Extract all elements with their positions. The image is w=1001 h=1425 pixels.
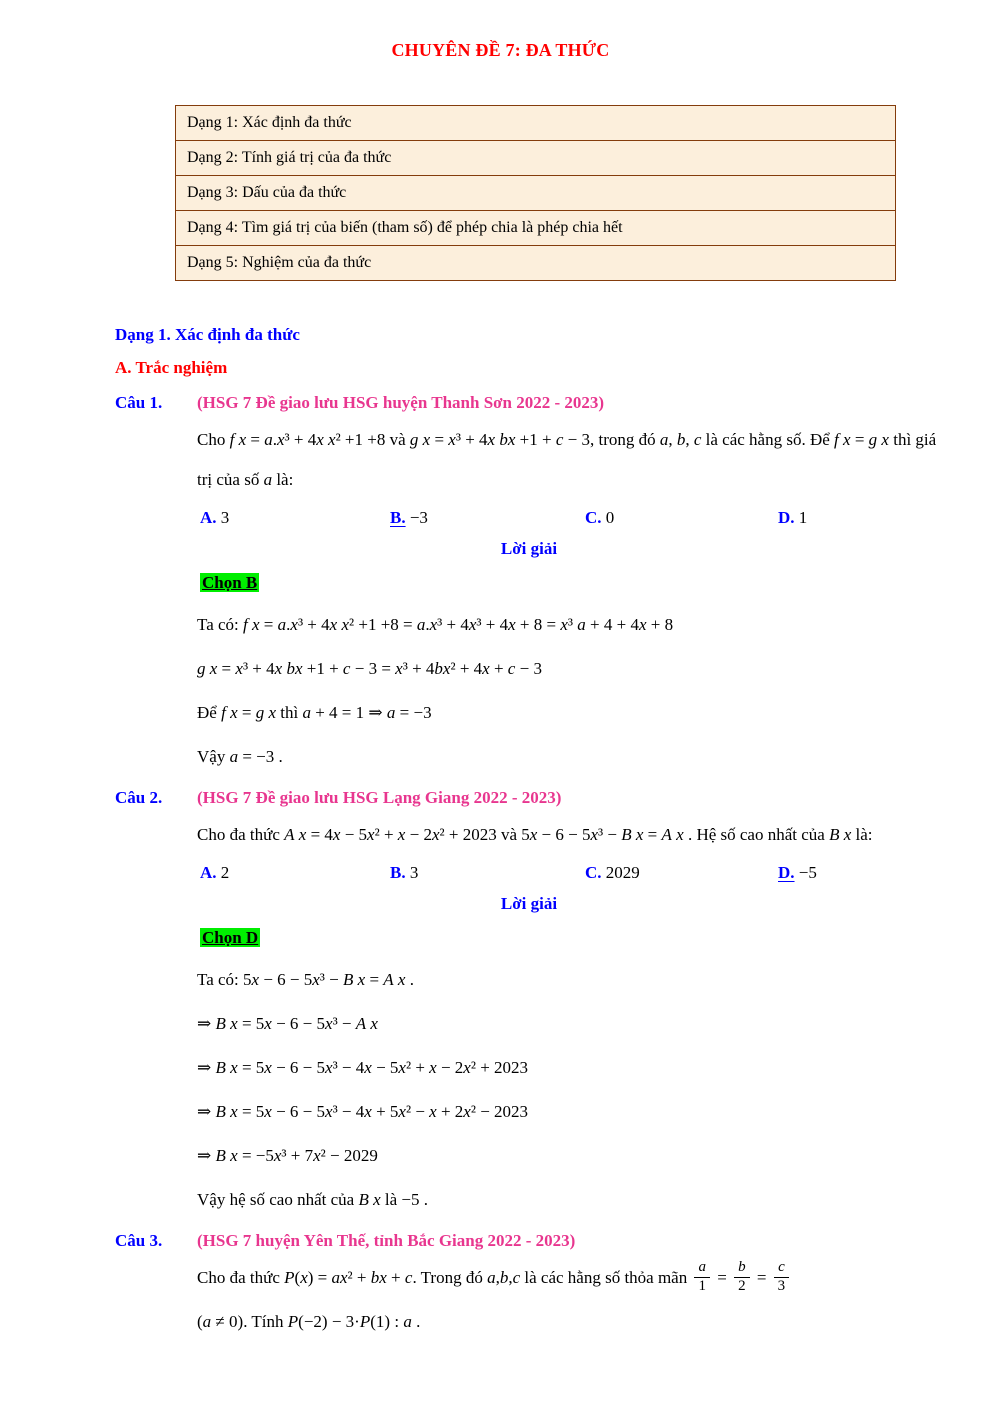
solution-line xyxy=(197,1052,943,1083)
solution-heading: Lời giải xyxy=(500,894,558,913)
option-b xyxy=(390,858,585,888)
question-3 xyxy=(115,1228,943,1342)
option-c xyxy=(585,503,778,533)
option-b xyxy=(390,503,585,533)
chosen-answer-line xyxy=(200,925,943,951)
fraction xyxy=(734,1259,750,1295)
option-letter: A. xyxy=(200,508,217,527)
dang-overview-table xyxy=(175,105,896,281)
math-run: −5 xyxy=(401,1190,420,1209)
option-letter: B. xyxy=(390,508,406,527)
math-run: (a ≠ 0) xyxy=(197,1312,244,1331)
question-2-solution xyxy=(197,964,943,1215)
math-run: f x = g x xyxy=(221,703,276,722)
math-run: g x = x³ + 4x bx +1 + c − 3 = x³ + 4bx² + 4x + c − 3 xyxy=(197,659,542,678)
solution-line: Vậy a = −3 . xyxy=(197,747,283,766)
option-value: 3 xyxy=(220,508,230,527)
math-run: B x xyxy=(358,1190,381,1209)
math-run: ⇒ B x = 5x − 6 − 5x³ − A x xyxy=(197,1014,378,1033)
math-run: b xyxy=(738,1259,746,1276)
math-run: a, b, c xyxy=(659,430,702,449)
table-row-dang-5: Dạng 5: Nghiệm của đa thức xyxy=(176,246,896,281)
table-row-dang-2: Dạng 2: Tính giá trị của đa thức xyxy=(176,141,896,176)
option-value: 3 xyxy=(409,863,419,882)
option-letter: C. xyxy=(585,508,602,527)
question-3-body-line-2: (a ≠ 0). Tính P(−2) − 3·P(1) : a . xyxy=(197,1312,421,1331)
document-body xyxy=(115,323,943,1342)
option-a xyxy=(200,503,390,533)
option-c xyxy=(585,858,778,888)
question-2-body: Cho đa thức A x = 4x − 5x² + x − 2x² + 2023 và 5x − 6 − 5x³ − B x = A x . Hệ số cao nhất của B x là: xyxy=(197,825,873,844)
solution-line xyxy=(197,653,943,684)
option-a xyxy=(200,858,390,888)
solution-heading: Lời giải xyxy=(500,539,558,558)
option-value: 2 xyxy=(220,863,230,882)
math-run: 5x − 6 − 5x³ − B x = A x xyxy=(521,825,684,844)
option-value: −5 xyxy=(798,863,817,882)
math-run: a = −3 xyxy=(229,747,275,766)
math-run: a xyxy=(698,1259,706,1276)
question-1-source: (HSG 7 Đề giao lưu HSG huyện Thanh Sơn 2022 - 2023) xyxy=(197,393,605,412)
section-heading: Dạng 1. Xác định đa thức xyxy=(115,325,300,344)
question-1-solution xyxy=(197,609,943,772)
option-value: 2029 xyxy=(605,863,640,882)
chosen-answer-line xyxy=(200,570,943,596)
math-run: 2 xyxy=(738,1277,746,1294)
math-run: B x xyxy=(829,825,852,844)
question-1-options xyxy=(200,503,943,533)
question-2-label: Câu 2. xyxy=(115,788,163,807)
solution-line xyxy=(197,1008,943,1039)
question-2 xyxy=(115,785,943,1215)
option-value: 0 xyxy=(605,508,615,527)
math-run: a + 4 = 1 ⇒ a = −3 xyxy=(302,703,432,722)
solution-line: Vậy hệ số cao nhất của B x là −5 . xyxy=(197,1190,428,1209)
question-2-source: (HSG 7 Đề giao lưu HSG Lạng Giang 2022 - 2023) xyxy=(197,788,562,807)
subsection-heading: A. Trắc nghiệm xyxy=(115,358,228,377)
option-letter: D. xyxy=(778,508,795,527)
math-run: a xyxy=(263,470,273,489)
option-value: −3 xyxy=(409,508,428,527)
math-run: ⇒ B x = 5x − 6 − 5x³ − 4x + 5x² − x + 2x² − 2023 xyxy=(197,1102,529,1121)
math-run: P(−2) − 3·P(1) : a xyxy=(287,1312,412,1331)
math-run: 3 xyxy=(777,1277,786,1294)
solution-line xyxy=(197,1140,943,1171)
table-row-dang-3: Dạng 3: Dấu của đa thức xyxy=(176,176,896,211)
math-run: f x = g x xyxy=(834,430,889,449)
math-run: ⇒ B x = −5x³ + 7x² − 2029 xyxy=(197,1146,378,1165)
question-3-source: (HSG 7 huyện Yên Thế, tỉnh Bắc Giang 2022 - 2023) xyxy=(197,1231,576,1250)
question-1 xyxy=(115,390,943,772)
math-run: 5x − 6 − 5x³ − B x = A x xyxy=(243,970,406,989)
fraction xyxy=(774,1259,790,1295)
page-title: CHUYÊN ĐỀ 7: ĐA THỨC xyxy=(391,40,610,60)
table-row-dang-4: Dạng 4: Tìm giá trị của biến (tham số) để phép chia là phép chia hết xyxy=(176,211,896,246)
table-row-dang-1: Dạng 1: Xác định đa thức xyxy=(176,106,896,141)
chosen-answer-badge: Chọn D xyxy=(202,928,259,947)
option-d xyxy=(778,503,943,533)
question-2-options xyxy=(200,858,943,888)
question-1-header xyxy=(115,390,943,416)
solution-line xyxy=(197,1096,943,1127)
math-run: f x = a.x³ + 4x x² +1 +8 xyxy=(229,430,386,449)
option-letter: B. xyxy=(390,863,406,882)
math-run: ⇒ B x = 5x − 6 − 5x³ − 4x − 5x² + x − 2x² + 2023 xyxy=(197,1058,529,1077)
option-d xyxy=(778,858,943,888)
question-3-label: Câu 3. xyxy=(115,1231,163,1250)
solution-line: Để f x = g x thì a + 4 = 1 ⇒ a = −3 xyxy=(197,703,432,722)
option-value: 1 xyxy=(798,508,808,527)
option-letter: D. xyxy=(778,863,795,882)
chosen-answer-badge: Chọn B xyxy=(202,573,258,592)
question-3-body: Cho đa thức P(x) = ax² + bx + c. Trong đó a,b,c là các hằng số thỏa mãn $\frac{a}{1}$ = $\frac{b}{2}$ = $\frac{c}{3}$ xyxy=(197,1258,943,1298)
math-run: g x = x³ + 4x bx +1 + c − 3 xyxy=(409,430,590,449)
fraction xyxy=(694,1259,710,1295)
math-run: 1 xyxy=(698,1277,706,1294)
math-run: P(x) = ax² + bx + c xyxy=(284,1268,413,1287)
math-run: = xyxy=(756,1268,767,1287)
math-run: a,b,c xyxy=(487,1268,521,1287)
math-run: c xyxy=(778,1259,785,1276)
option-letter: A. xyxy=(200,863,217,882)
solution-line: Ta có: f x = a.x³ + 4x x² +1 +8 = a.x³ + 4x³ + 4x + 8 = x³ a + 4 + 4x + 8 xyxy=(197,615,674,634)
math-run: A x = 4x − 5x² + x − 2x² + 2023 xyxy=(284,825,497,844)
solution-line: Ta có: 5x − 6 − 5x³ − B x = A x . xyxy=(197,970,414,989)
question-1-label: Câu 1. xyxy=(115,393,163,412)
question-3-header xyxy=(115,1228,943,1254)
math-run: = xyxy=(717,1268,727,1287)
question-1-body: Cho f x = a.x³ + 4x x² +1 +8 và g x = x³ + 4x bx +1 + c − 3, trong đó a, b, c là các hằng số. Để f x = g x thì giá trị của số a là: xyxy=(197,430,937,489)
option-letter: C. xyxy=(585,863,602,882)
question-2-header xyxy=(115,785,943,811)
math-run: f x = a.x³ + 4x x² +1 +8 = a.x³ + 4x³ + 4x + 8 = x³ a + 4 + 4x + 8 xyxy=(243,615,674,634)
